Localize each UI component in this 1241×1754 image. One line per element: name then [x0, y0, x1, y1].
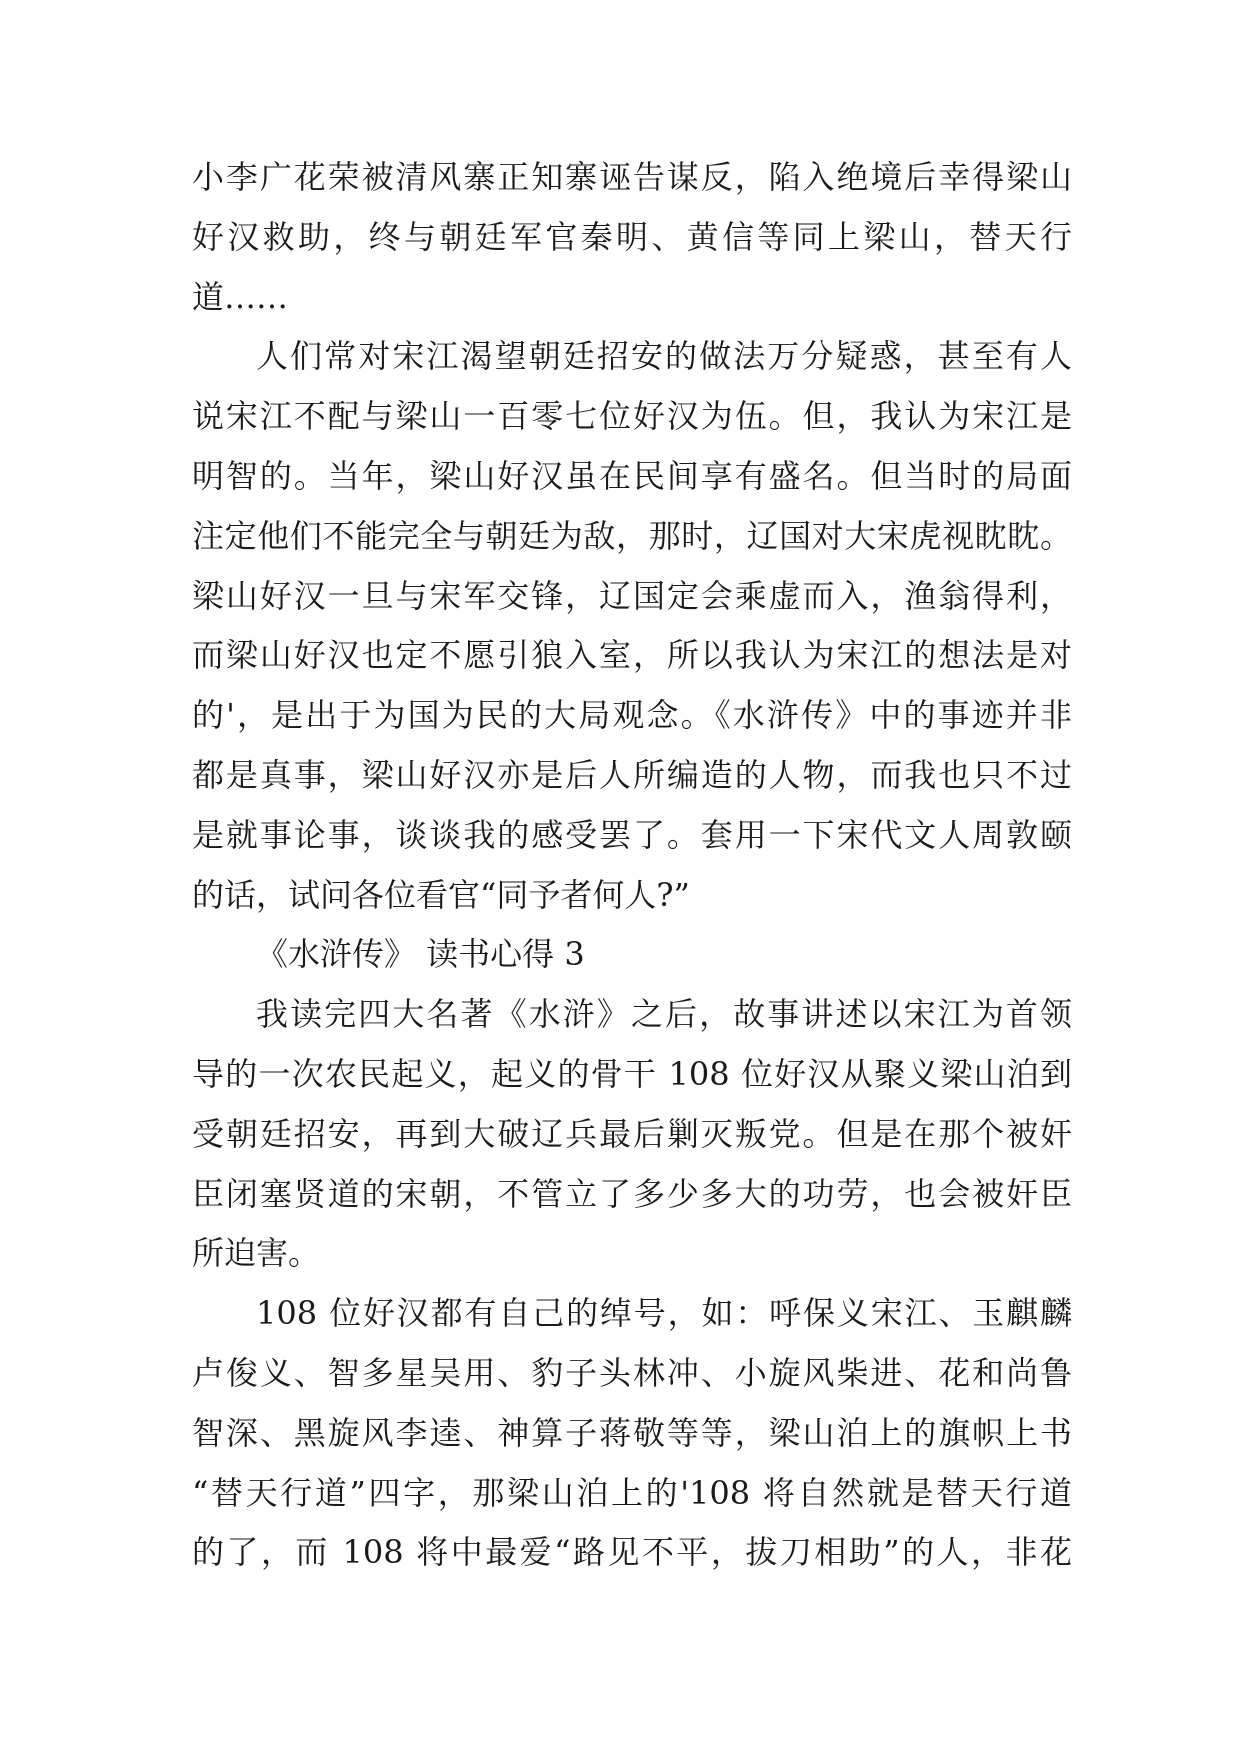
document-body — [192, 148, 1072, 1583]
text-line: “替天行道”四字，那梁山泊上的'108 将自然就是替天行道 — [192, 1473, 1072, 1512]
text-line: 卢俊义、智多星吴用、豹子头林冲、小旋风柴进、花和尚鲁 — [192, 1353, 1072, 1392]
text-line: 梁山好汉一旦与宋军交锋，辽国定会乘虚而入，渔翁得利， — [192, 576, 1072, 615]
text-line: 的了，而 108 将中最爱“路见不平，拔刀相助”的人，非花 — [192, 1533, 1072, 1572]
text-line: 受朝廷招安，再到大破辽兵最后剿灭叛党。但是在那个被奸 — [192, 1114, 1072, 1153]
text-line: 臣闭塞贤道的宋朝，不管立了多少多大的功劳，也会被奸臣 — [192, 1174, 1072, 1213]
text-line: 导的一次农民起义，起义的骨干 108 位好汉从聚义梁山泊到 — [192, 1054, 1072, 1093]
text-line: 智深、黑旋风李逵、神算子蒋敬等等，梁山泊上的旗帜上书 — [192, 1413, 1072, 1452]
text-line: 明智的。当年，梁山好汉虽在民间享有盛名。但当时的局面 — [192, 456, 1072, 495]
text-line: 的话，试问各位看官“同予者何人?” — [192, 875, 690, 914]
text-line: 108 位好汉都有自己的绰号，如：呼保义宋江、玉麒麟 — [256, 1294, 1072, 1333]
text-line: 注定他们不能完全与朝廷为敌，那时，辽国对大宋虎视眈眈。 — [192, 516, 1072, 555]
text-line: 《水浒传》 读书心得 3 — [256, 935, 585, 974]
text-line: 是就事论事，谈谈我的感受罢了。套用一下宋代文人周敦颐 — [192, 815, 1072, 854]
text-line: 所迫害。 — [192, 1234, 321, 1273]
text-line: 道…… — [192, 277, 289, 316]
text-line: 的'，是出于为国为民的大局观念。《水浒传》中的事迹并非 — [192, 696, 1072, 735]
text-line: 说宋江不配与梁山一百零七位好汉为伍。但，我认为宋江是 — [192, 397, 1072, 436]
text-line: 我读完四大名著《水浒》之后，故事讲述以宋江为首领 — [256, 995, 1072, 1034]
text-line: 小李广花荣被清风寨正知寨诬告谋反，陷入绝境后幸得梁山 — [192, 158, 1072, 196]
text-line: 人们常对宋江渴望朝廷招安的做法万分疑惑，甚至有人 — [256, 337, 1072, 376]
text-line: 而梁山好汉也定不愿引狼入室，所以我认为宋江的想法是对 — [192, 636, 1072, 675]
text-line: 好汉救助，终与朝廷军官秦明、黄信等同上梁山，替天行 — [192, 217, 1072, 256]
text-line: 都是真事，梁山好汉亦是后人所编造的人物，而我也只不过 — [192, 755, 1072, 794]
